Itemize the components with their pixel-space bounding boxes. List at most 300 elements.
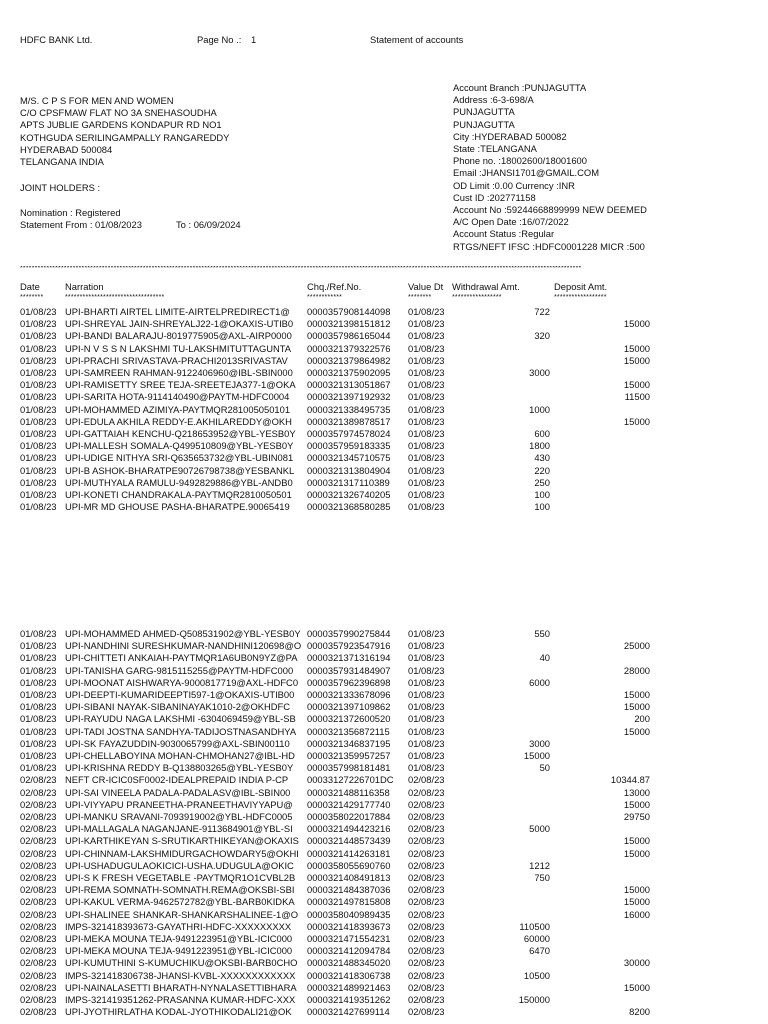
table-row (0, 318, 768, 330)
transaction-deposit: 8200 (629, 1006, 650, 1018)
transaction-date: 02/08/23 (20, 1006, 57, 1018)
transaction-date: 02/08/23 (20, 981, 57, 993)
transaction-ref: 0000357923547916 (307, 640, 391, 652)
table-row (0, 823, 768, 835)
table-row (0, 713, 768, 725)
column-underline-date: ******** (20, 294, 44, 301)
transaction-date: 01/08/23 (20, 737, 57, 749)
transaction-deposit: 15000 (623, 835, 650, 847)
transaction-narration: UPI-SK FAYAZUDDIN-9030065799@AXL-SBIN00110 (65, 737, 290, 749)
transaction-value-date: 02/08/23 (408, 835, 445, 847)
transaction-ref: 0000321429177740 (307, 798, 391, 810)
table-row (0, 452, 768, 464)
table-row (0, 628, 768, 640)
table-row (0, 652, 768, 664)
table-row (0, 501, 768, 513)
table-row (0, 872, 768, 884)
transaction-withdrawal: 722 (534, 306, 550, 317)
transaction-ref: 0000321471554231 (307, 933, 391, 944)
transaction-narration: UPI-KARTHIKEYAN S-SRUTIKARTHIKEYAN@OKAXIS (65, 835, 299, 847)
transaction-narration: UPI-MANKU SRAVANI-7093919002@YBL-HDFC0005 (65, 811, 293, 822)
transaction-withdrawal: 430 (534, 452, 550, 464)
transaction-ref: 0000357986165044 (307, 330, 391, 342)
transaction-deposit: 15000 (623, 689, 650, 700)
transaction-date: 02/08/23 (20, 823, 57, 835)
transaction-date: 02/08/23 (20, 835, 57, 847)
transaction-date: 01/08/23 (20, 701, 57, 713)
transaction-ref: 0000357959183335 (307, 440, 391, 452)
transaction-narration: UPI-TADI JOSTNA SANDHYA-TADIJOSTNASANDHYA (65, 725, 297, 737)
transaction-withdrawal: 100 (534, 489, 550, 500)
transaction-withdrawal: 5000 (529, 823, 550, 835)
transaction-ref: 0000321397192932 (307, 391, 391, 403)
transaction-ref: 0000321379864982 (307, 354, 391, 366)
transaction-date: 01/08/23 (20, 689, 57, 700)
transaction-value-date: 01/08/23 (408, 354, 445, 366)
transaction-ref: 0000357998181481 (307, 762, 391, 774)
transaction-narration: UPI-JYOTHIRLATHA KODAL-JYOTHIKODALI21@OK (65, 1006, 292, 1018)
transaction-value-date: 02/08/23 (408, 872, 445, 883)
transaction-date: 01/08/23 (20, 464, 57, 476)
transaction-value-date: 01/08/23 (408, 701, 445, 713)
transaction-ref: 0000321418306738 (307, 969, 391, 981)
transaction-value-date: 02/08/23 (408, 823, 445, 835)
transaction-date: 01/08/23 (20, 342, 57, 354)
transaction-ref: 0000321419351262 (307, 994, 391, 1005)
transaction-ref: 0000358022017884 (307, 811, 391, 822)
branch-detail-line: A/C Open Date :16/07/2022 (453, 216, 569, 228)
transaction-ref: 0000321398151812 (307, 318, 391, 330)
transaction-deposit: 10344.87 (610, 774, 650, 786)
transaction-narration: UPI-MEKA MOUNA TEJA-9491223951@YBL-ICIC000 (65, 933, 293, 944)
transaction-deposit: 25000 (623, 640, 650, 652)
address-line: C/O CPSFMAW FLAT NO 3A SNEHASOUDHA (20, 107, 217, 119)
transaction-ref: 0000321346837195 (307, 737, 391, 749)
transaction-date: 01/08/23 (20, 306, 57, 317)
transaction-ref: 0000321359957257 (307, 750, 391, 761)
transaction-date: 02/08/23 (20, 969, 57, 981)
transaction-value-date: 01/08/23 (408, 379, 445, 391)
transaction-narration: UPI-DEEPTI-KUMARIDEEPTI597-1@OKAXIS-UTIB00 (65, 689, 295, 700)
table-row (0, 343, 768, 355)
transaction-ref: 0000321497815808 (307, 896, 391, 908)
transaction-ref: 0000321313804904 (307, 464, 391, 476)
transaction-narration: UPI-B ASHOK-BHARATPE90726798738@YESBANKL (65, 464, 295, 476)
transaction-date: 01/08/23 (20, 367, 57, 378)
transaction-date: 01/08/23 (20, 713, 57, 725)
transaction-ref: 0000321488116358 (307, 786, 390, 798)
transaction-deposit: 16000 (623, 908, 650, 920)
transaction-date: 01/08/23 (20, 354, 57, 366)
transaction-ref: 0000321448573439 (307, 835, 391, 847)
transaction-deposit: 29750 (623, 811, 650, 822)
transaction-ref: 0000321368580285 (307, 501, 391, 513)
transaction-date: 02/08/23 (20, 872, 57, 883)
transaction-narration: UPI-MEKA MOUNA TEJA-9491223951@YBL-ICIC000 (65, 945, 293, 957)
transaction-deposit: 28000 (623, 664, 650, 676)
transaction-date: 02/08/23 (20, 933, 57, 944)
address-line: M/S. C P S FOR MEN AND WOMEN (20, 95, 174, 106)
column-underline-deposit: ****************** (554, 294, 607, 301)
transaction-withdrawal: 600 (534, 428, 550, 439)
transaction-ref: 0000321313051867 (307, 379, 391, 391)
transaction-date: 01/08/23 (20, 415, 57, 427)
branch-detail-line: Email :JHANSI1701@GMAIL.COM (453, 167, 600, 179)
transaction-withdrawal: 10500 (523, 969, 550, 981)
branch-detail-line: Account Status :Regular (453, 228, 555, 240)
transaction-deposit: 15000 (623, 342, 650, 354)
table-row (0, 440, 768, 452)
transaction-narration: UPI-REMA SOMNATH-SOMNATH.REMA@OKSBI-SBI (65, 884, 295, 896)
transaction-date: 02/08/23 (20, 994, 57, 1005)
address-line: TELANGANA INDIA (20, 156, 104, 167)
table-row (0, 738, 768, 750)
table-row (0, 945, 768, 957)
transaction-narration: UPI-NAINALASETTI BHARATH-NYNALASETTIBHARA (65, 981, 297, 993)
transaction-deposit: 15000 (623, 847, 650, 859)
transaction-date: 01/08/23 (20, 501, 57, 513)
transaction-value-date: 02/08/23 (408, 933, 445, 944)
transaction-date: 02/08/23 (20, 896, 57, 908)
transaction-narration: UPI-N V S S N LAKSHMI TU-LAKSHMITUTTAGUNTA (65, 342, 292, 354)
transaction-deposit: 15000 (623, 379, 650, 391)
table-row (0, 909, 768, 921)
transaction-date: 01/08/23 (20, 391, 57, 403)
transaction-narration: UPI-PRACHI SRIVASTAVA-PRACHI2013SRIVASTAV (65, 354, 288, 366)
transaction-date: 01/08/23 (20, 428, 57, 439)
transaction-withdrawal: 1000 (529, 403, 550, 415)
bank-name: HDFC BANK Ltd. (20, 34, 93, 45)
transaction-narration: UPI-GATTAIAH KENCHU-Q218653952@YBL-YESB0Y (65, 428, 296, 439)
transaction-value-date: 01/08/23 (408, 391, 445, 403)
transaction-withdrawal: 100 (534, 501, 550, 513)
transaction-date: 01/08/23 (20, 762, 57, 774)
nomination: Nomination : Registered (20, 207, 121, 218)
transaction-ref: 0000321356872115 (307, 725, 390, 737)
transaction-date: 02/08/23 (20, 908, 57, 920)
transaction-ref: 0000358040989435 (307, 908, 391, 920)
table-row (0, 689, 768, 701)
transaction-date: 01/08/23 (20, 676, 57, 688)
transaction-withdrawal: 60000 (523, 933, 550, 944)
transaction-date: 02/08/23 (20, 859, 57, 871)
transaction-ref: 0000321345710575 (307, 452, 391, 464)
transaction-withdrawal: 3000 (529, 737, 550, 749)
transaction-narration: UPI-CHITTETI ANKAIAH-PAYTMQR1A6UB0N9YZ@PA (65, 652, 298, 664)
transaction-ref: 0000321333678096 (307, 689, 391, 700)
transaction-deposit: 15000 (623, 981, 650, 993)
transaction-ref: 0000357962396898 (307, 676, 391, 688)
transaction-withdrawal: 6000 (529, 676, 550, 688)
transaction-date: 01/08/23 (20, 379, 57, 391)
transaction-deposit: 15000 (623, 798, 650, 810)
transaction-deposit: 13000 (623, 786, 650, 798)
transaction-value-date: 01/08/23 (408, 489, 445, 500)
transaction-withdrawal: 1212 (529, 859, 550, 871)
page-number-label: Page No .: (197, 34, 242, 45)
table-row (0, 379, 768, 391)
transaction-value-date: 01/08/23 (408, 306, 445, 317)
transaction-ref: 0000357931484907 (307, 664, 391, 676)
address-line: APTS JUBLIE GARDENS KONDAPUR RD NO1 (20, 119, 222, 131)
transaction-narration: UPI-KRISHNA REDDY B-Q138803265@YBL-YESB0Y (65, 762, 294, 774)
transaction-date: 01/08/23 (20, 652, 57, 664)
table-row (0, 896, 768, 908)
transaction-date: 01/08/23 (20, 330, 57, 342)
transaction-value-date: 02/08/23 (408, 774, 445, 786)
transaction-narration: UPI-MALLAGALA NAGANJANE-9113684901@YBL-SI (65, 823, 293, 835)
table-row (0, 391, 768, 403)
transaction-date: 01/08/23 (20, 628, 57, 639)
table-row (0, 957, 768, 969)
transaction-date: 01/08/23 (20, 440, 57, 452)
transaction-withdrawal: 50 (539, 762, 550, 774)
transaction-narration: UPI-KAKUL VERMA-9462572782@YBL-BARB0KIDKA (65, 896, 295, 908)
transaction-narration: UPI-S K FRESH VEGETABLE -PAYTMQR1O1CVBL2B (65, 872, 296, 883)
transaction-ref: 0000321414263181 (307, 847, 391, 859)
transaction-narration: UPI-NANDHINI SURESHKUMAR-NANDHINI120698@O (65, 640, 302, 652)
transaction-narration: IMPS-321419351262-PRASANNA KUMAR-HDFC-XXX (65, 994, 296, 1005)
transaction-value-date: 01/08/23 (408, 762, 445, 774)
transaction-date: 01/08/23 (20, 452, 57, 464)
transaction-date: 02/08/23 (20, 847, 57, 859)
transaction-deposit: 200 (634, 713, 650, 725)
transaction-date: 02/08/23 (20, 884, 57, 896)
table-row (0, 1006, 768, 1018)
transaction-value-date: 02/08/23 (408, 969, 445, 981)
branch-detail-line: City :HYDERABAD 500082 (453, 130, 567, 142)
column-underline-withdrawal: ***************** (452, 294, 502, 301)
transaction-value-date: 01/08/23 (408, 501, 445, 513)
transaction-value-date: 01/08/23 (408, 725, 445, 737)
transaction-value-date: 01/08/23 (408, 452, 445, 464)
transaction-date: 02/08/23 (20, 920, 57, 932)
transaction-withdrawal: 250 (534, 476, 550, 488)
transactions-table-part-1 (0, 306, 768, 516)
transaction-ref: 0000357908144098 (307, 306, 391, 317)
table-row (0, 367, 768, 379)
transaction-date: 02/08/23 (20, 957, 57, 969)
transaction-ref: 0000321317110389 (307, 476, 390, 488)
transaction-narration: UPI-MALLESH SOMALA-Q499510809@YBL-YESB0Y (65, 440, 294, 452)
table-row (0, 860, 768, 872)
transaction-deposit: 11500 (624, 391, 650, 403)
table-row (0, 994, 768, 1006)
transaction-withdrawal: 550 (534, 628, 550, 639)
transaction-value-date: 02/08/23 (408, 896, 445, 908)
transaction-withdrawal: 6470 (529, 945, 550, 957)
transaction-narration: UPI-RAMISETTY SREE TEJA-SREETEJA377-1@OKA (65, 379, 296, 391)
transaction-value-date: 02/08/23 (408, 786, 445, 798)
transaction-narration: UPI-CHINNAM-LAKSHMIDURGACHOWDARY5@OKHI (65, 847, 299, 859)
transaction-deposit: 15000 (623, 415, 650, 427)
transaction-narration: UPI-MR MD GHOUSE PASHA-BHARATPE.90065419 (65, 501, 290, 513)
table-row (0, 701, 768, 713)
transaction-deposit: 15000 (623, 884, 650, 896)
transaction-narration: UPI-BHARTI AIRTEL LIMITE-AIRTELPREDIRECT1@ (65, 306, 290, 317)
transaction-value-date: 01/08/23 (408, 664, 445, 676)
table-row (0, 811, 768, 823)
table-row (0, 750, 768, 762)
table-row (0, 970, 768, 982)
transaction-narration: UPI-RAYUDU NAGA LAKSHMI -6304069459@YBL-SB (65, 713, 296, 725)
table-row (0, 726, 768, 738)
transaction-value-date: 02/08/23 (408, 798, 445, 810)
transaction-ref: 0000357990275844 (307, 628, 391, 639)
address-line: HYDERABAD 500084 (20, 143, 113, 155)
transaction-ref: 0000321372600520 (307, 713, 391, 725)
table-row (0, 884, 768, 896)
table-row (0, 489, 768, 501)
branch-detail-line: PUNJAGUTTA (453, 106, 515, 118)
transaction-narration: IMPS-321418393673-GAYATHRI-HDFC-XXXXXXXXX (65, 920, 292, 932)
transaction-narration: IMPS-321418306738-JHANSI-KVBL-XXXXXXXXXXXX (65, 969, 296, 981)
transaction-ref: 0000321338495735 (307, 403, 391, 415)
transaction-withdrawal: 15000 (523, 750, 550, 761)
transaction-narration: UPI-TANISHA GARG-9815115255@PAYTM-HDFC000 (65, 664, 294, 676)
transaction-date: 02/08/23 (20, 945, 57, 957)
transaction-date: 01/08/23 (20, 489, 57, 500)
separator-line: ************************************************************************************************************************************************************************************************ (20, 266, 582, 272)
transaction-value-date: 02/08/23 (408, 981, 445, 993)
transaction-value-date: 02/08/23 (408, 957, 445, 969)
transaction-ref: 0000321326740205 (307, 489, 391, 500)
transaction-narration: UPI-VIYYAPU PRANEETHA-PRANEETHAVIYYAPU@ (65, 798, 293, 810)
transaction-withdrawal: 110500 (519, 920, 550, 932)
table-row (0, 787, 768, 799)
document-title: Statement of accounts (370, 34, 464, 45)
transaction-value-date: 01/08/23 (408, 464, 445, 476)
transaction-value-date: 02/08/23 (408, 811, 445, 822)
transaction-value-date: 02/08/23 (408, 908, 445, 920)
transaction-ref: 00033127226701DC (307, 774, 394, 786)
column-header-deposit: Deposit Amt. (554, 281, 608, 292)
address-line: KOTHGUDA SERILINGAMPALLY RANGAREDDY (20, 131, 230, 143)
transaction-ref: 0000321375902095 (307, 367, 391, 378)
column-header-narration: Narration (65, 281, 104, 292)
transaction-value-date: 01/08/23 (408, 428, 445, 439)
table-row (0, 404, 768, 416)
transaction-value-date: 02/08/23 (408, 859, 445, 871)
transaction-narration: UPI-UDIGE NITHYA SRI-Q635653732@YBL-UBIN081 (65, 452, 294, 464)
transaction-value-date: 01/08/23 (408, 640, 445, 652)
transaction-narration: NEFT CR-ICIC0SF0002-IDEALPREPAID INDIA P-CP (65, 774, 289, 786)
table-row (0, 477, 768, 489)
table-row (0, 799, 768, 811)
joint-holders: JOINT HOLDERS : (20, 182, 101, 193)
transaction-ref: 0000321389878517 (307, 415, 391, 427)
transaction-deposit: 15000 (623, 725, 650, 737)
transaction-ref: 0000321484387036 (307, 884, 391, 896)
transaction-value-date: 02/08/23 (408, 1006, 445, 1018)
column-header-date: Date (20, 281, 40, 292)
transaction-value-date: 01/08/23 (408, 652, 445, 664)
transaction-withdrawal: 750 (534, 872, 550, 883)
column-underline-ref: ************ (307, 294, 343, 301)
table-row (0, 982, 768, 994)
transaction-deposit: 15000 (623, 701, 650, 713)
table-row (0, 306, 768, 318)
transaction-value-date: 01/08/23 (408, 415, 445, 427)
transaction-withdrawal: 150000 (518, 994, 550, 1005)
branch-detail-line: State :TELANGANA (453, 143, 537, 154)
transaction-date: 01/08/23 (20, 318, 57, 330)
transaction-narration: UPI-SHREYAL JAIN-SHREYALJ22-1@OKAXIS-UTIB0 (65, 318, 294, 330)
transaction-narration: UPI-EDULA AKHILA REDDY-E.AKHILAREDDY@OKH (65, 415, 292, 427)
transaction-date: 02/08/23 (20, 786, 57, 798)
transaction-value-date: 01/08/23 (408, 330, 445, 342)
table-row (0, 665, 768, 677)
transaction-deposit: 15000 (623, 318, 650, 330)
transaction-narration: UPI-MOHAMMED AZIMIYA-PAYTMQR281005050101 (65, 403, 291, 415)
transaction-ref: 0000321371316194 (307, 652, 391, 664)
transaction-date: 02/08/23 (20, 798, 57, 810)
transaction-narration: UPI-USHADUGULAOKICICI-USHA.UDUGULA@OKIC (65, 859, 294, 871)
column-underline-value-date: ******** (408, 294, 432, 301)
branch-detail-line: PUNJAGUTTA (453, 118, 515, 130)
transaction-ref: 0000321379322576 (307, 342, 391, 354)
transaction-deposit: 15000 (623, 896, 650, 908)
transaction-value-date: 01/08/23 (408, 689, 445, 700)
transaction-value-date: 01/08/23 (408, 676, 445, 688)
transaction-value-date: 02/08/23 (408, 945, 445, 957)
transaction-ref: 0000321408491813 (307, 872, 391, 883)
statement-from: Statement From : 01/08/2023 (20, 219, 142, 230)
transaction-value-date: 02/08/23 (408, 884, 445, 896)
transaction-date: 01/08/23 (20, 640, 57, 652)
transaction-withdrawal: 320 (534, 330, 550, 342)
statement-to: To : 06/09/2024 (176, 219, 241, 230)
transaction-date: 01/08/23 (20, 750, 57, 761)
transaction-narration: UPI-MOHAMMED AHMED-Q508531902@YBL-YESB0Y (65, 628, 301, 639)
transaction-value-date: 01/08/23 (408, 403, 445, 415)
transaction-narration: UPI-KONETI CHANDRAKALA-PAYTMQR2810050501 (65, 489, 292, 500)
table-row (0, 416, 768, 428)
transaction-date: 02/08/23 (20, 774, 57, 786)
transaction-narration: UPI-SAMREEN RAHMAN-9122406960@IBL-SBIN000 (65, 367, 293, 378)
transaction-deposit: 15000 (623, 354, 650, 366)
transaction-deposit: 30000 (623, 957, 650, 969)
table-row (0, 921, 768, 933)
column-header-ref: Chq./Ref.No. (307, 281, 362, 292)
branch-detail-line: Account No :59244668899999 NEW DEEMED (453, 204, 647, 215)
table-row (0, 835, 768, 847)
transaction-ref: 0000357974578024 (307, 428, 391, 439)
transaction-ref: 0000321488345020 (307, 957, 391, 969)
transaction-value-date: 01/08/23 (408, 476, 445, 488)
transaction-ref: 0000321489921463 (307, 981, 391, 993)
transaction-withdrawal: 40 (539, 652, 550, 664)
transaction-value-date: 01/08/23 (408, 440, 445, 452)
transaction-date: 01/08/23 (20, 725, 57, 737)
page-number: 1 (251, 34, 257, 45)
table-row (0, 677, 768, 689)
branch-detail-line: Cust ID :202771158 (453, 191, 536, 203)
table-row (0, 774, 768, 786)
transaction-value-date: 01/08/23 (408, 342, 445, 354)
transaction-value-date: 01/08/23 (408, 367, 445, 378)
transaction-narration: UPI-KUMUTHINI S-KUMUCHIKU@OKSBI-BARB0CHO (65, 957, 298, 969)
transaction-ref: 0000358055690760 (307, 859, 391, 871)
transaction-withdrawal: 1800 (529, 440, 550, 452)
transaction-withdrawal: 220 (534, 464, 550, 476)
transaction-date: 01/08/23 (20, 403, 57, 415)
transactions-table-part-2 (0, 628, 768, 1024)
branch-detail-line: Address :6-3-698/A (453, 94, 534, 106)
table-row (0, 355, 768, 367)
branch-detail-line: Account Branch :PUNJAGUTTA (453, 82, 587, 93)
transaction-narration: UPI-CHELLABOYINA MOHAN-CHMOHAN27@IBL-HD (65, 750, 295, 761)
